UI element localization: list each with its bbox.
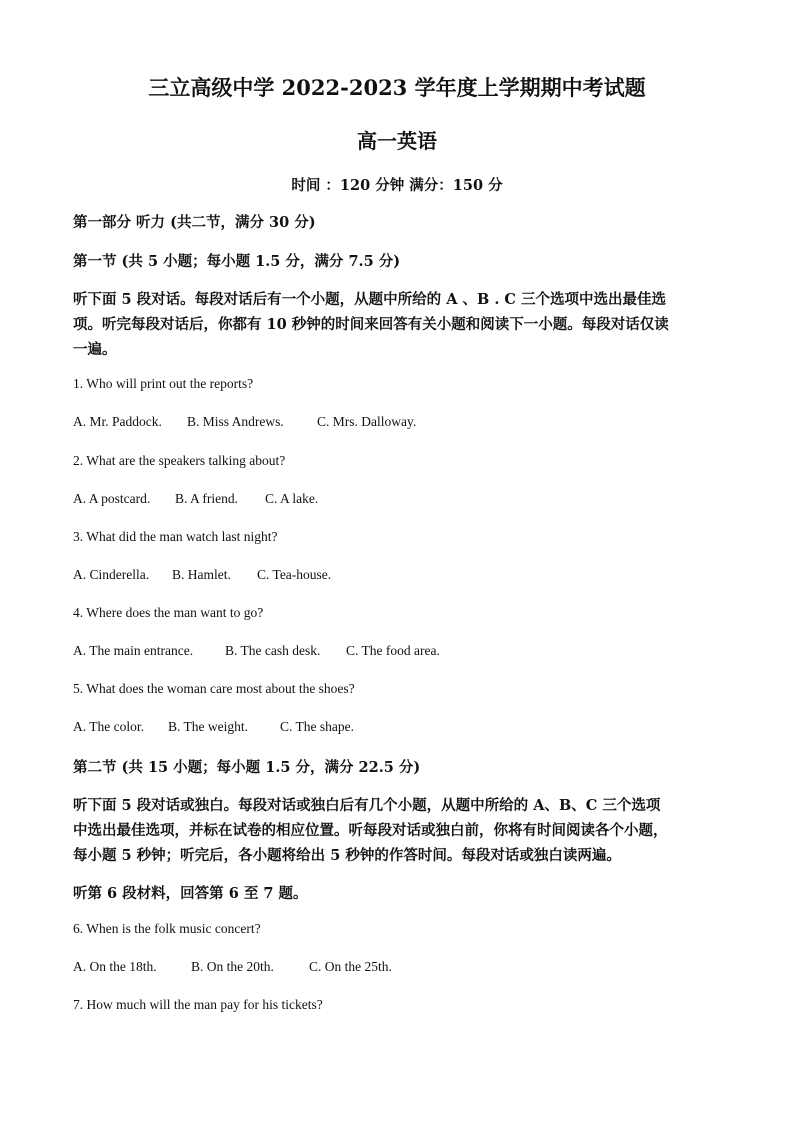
section2-instruction-line: 中选出最佳选项，并标在试卷的相应位置。听每段对话或独白前，你将有时间阅读各个小题，	[73, 822, 668, 839]
option-a: A. A postcard.	[73, 491, 151, 506]
question-3-options	[73, 567, 331, 583]
question-4-options	[73, 643, 440, 659]
section1-instruction-line: 听下面 5 段对话。每段对话后有一个小题，从题中所给的 A 、B . C 三个选项中选出最佳选	[73, 291, 667, 308]
option-c: C. Mrs. Dalloway.	[317, 414, 417, 429]
option-a: A. On the 18th.	[73, 959, 157, 974]
question-6-options	[73, 959, 392, 975]
section1-instruction-line: 项。听完每段对话后，你都有 10 秒钟的时间来回答有关小题和阅读下一小题。每段对话仅读	[73, 316, 669, 333]
option-a: A. Mr. Paddock.	[73, 414, 162, 429]
option-b: B. Miss Andrews.	[187, 414, 284, 429]
question-3: 3. What did the man watch last night?	[73, 529, 278, 544]
section1-heading: 第一节 (共 5 小题；每小题 1.5 分，满分 7.5 分)	[73, 253, 401, 270]
question-1-options	[73, 414, 416, 430]
exam-meta: 时间 ：120 分钟 满分：150 分	[291, 177, 503, 194]
option-b: B. The weight.	[168, 719, 248, 734]
question-4: 4. Where does the man want to go?	[73, 605, 264, 620]
option-a: A. The main entrance.	[73, 643, 194, 658]
option-b: B. Hamlet.	[172, 567, 231, 582]
section2-instruction-line: 每小题 5 秒钟；听完后，各小题将给出 5 秒钟的作答时间。每段对话或独白读两遍。	[73, 847, 621, 864]
option-a: A. The color.	[73, 719, 144, 734]
option-b: B. The cash desk.	[225, 643, 321, 658]
option-b: B. On the 20th.	[191, 959, 274, 974]
material-heading: 听第 6 段材料，回答第 6 至 7 题。	[73, 885, 308, 902]
question-7: 7. How much will the man pay for his tickets?	[73, 997, 323, 1012]
question-5-options	[73, 719, 354, 735]
exam-subtitle: 高一英语	[357, 129, 437, 153]
question-6: 6. When is the folk music concert?	[73, 921, 261, 936]
question-5: 5. What does the woman care most about the shoes?	[73, 681, 355, 696]
question-2-options	[73, 491, 318, 507]
option-c: C. On the 25th.	[309, 959, 392, 974]
exam-title: 三立高级中学 2022-2023 学年度上学期期中考试题	[148, 75, 646, 100]
section2-heading: 第二节 (共 15 小题；每小题 1.5 分，满分 22.5 分)	[73, 759, 421, 776]
option-b: B. A friend.	[175, 491, 238, 506]
section1-instruction-line: 一遍。	[73, 341, 117, 358]
option-c: C. The shape.	[280, 719, 354, 734]
section2-instruction-line: 听下面 5 段对话或独白。每段对话或独白后有几个小题，从题中所给的 A、B、C 三个选项	[73, 797, 661, 814]
question-2: 2. What are the speakers talking about?	[73, 453, 286, 468]
option-c: C. Tea-house.	[257, 567, 332, 582]
option-a: A. Cinderella.	[73, 567, 150, 582]
option-c: C. A lake.	[265, 491, 319, 506]
part1-heading: 第一部分 听力 (共二节，满分 30 分)	[73, 214, 316, 231]
question-1: 1. Who will print out the reports?	[73, 376, 254, 391]
option-c: C. The food area.	[346, 643, 440, 658]
